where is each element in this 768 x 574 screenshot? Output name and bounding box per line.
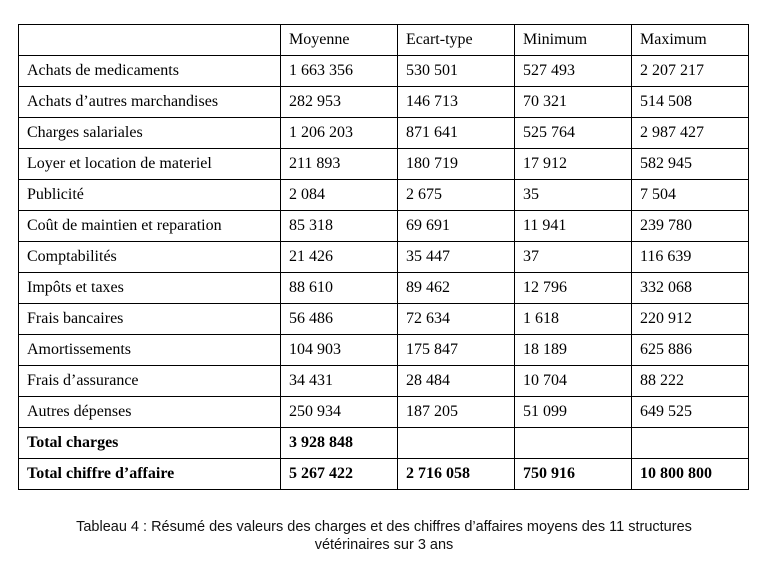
- header-cell-minimum: Minimum: [515, 25, 632, 56]
- value-cell: 750 916: [515, 459, 632, 490]
- table-row: [19, 428, 749, 459]
- header-cell-empty: [19, 25, 281, 56]
- value-cell: 514 508: [632, 87, 749, 118]
- value-cell: 28 484: [398, 366, 515, 397]
- value-cell: 649 525: [632, 397, 749, 428]
- value-cell: 7 504: [632, 180, 749, 211]
- caption-line-2: vétérinaires sur 3 ans: [314, 537, 454, 553]
- table-row: [19, 87, 749, 118]
- value-cell: 525 764: [515, 118, 632, 149]
- value-cell: 2 675: [398, 180, 515, 211]
- value-cell: 239 780: [632, 211, 749, 242]
- value-cell: 85 318: [281, 211, 398, 242]
- value-cell: 17 912: [515, 149, 632, 180]
- row-label-cell: Publicité: [19, 180, 281, 211]
- value-cell: 3 928 848: [281, 428, 398, 459]
- value-cell: 5 267 422: [281, 459, 398, 490]
- table-row: [19, 118, 749, 149]
- value-cell: 625 886: [632, 335, 749, 366]
- value-cell: [515, 428, 632, 459]
- value-cell: 37: [515, 242, 632, 273]
- table-row: [19, 180, 749, 211]
- row-label-cell: Impôts et taxes: [19, 273, 281, 304]
- value-cell: 10 704: [515, 366, 632, 397]
- value-cell: 146 713: [398, 87, 515, 118]
- value-cell: 582 945: [632, 149, 749, 180]
- value-cell: 530 501: [398, 56, 515, 87]
- table-row: [19, 459, 749, 490]
- row-label-cell: Total charges: [19, 428, 281, 459]
- value-cell: 11 941: [515, 211, 632, 242]
- value-cell: 89 462: [398, 273, 515, 304]
- value-cell: 2 207 217: [632, 56, 749, 87]
- value-cell: 88 610: [281, 273, 398, 304]
- value-cell: 527 493: [515, 56, 632, 87]
- table-row: [19, 56, 749, 87]
- table-row: [19, 335, 749, 366]
- value-cell: 2 716 058: [398, 459, 515, 490]
- value-cell: 56 486: [281, 304, 398, 335]
- value-cell: 18 189: [515, 335, 632, 366]
- row-label-cell: Comptabilités: [19, 242, 281, 273]
- row-label-cell: Frais bancaires: [19, 304, 281, 335]
- value-cell: 282 953: [281, 87, 398, 118]
- value-cell: 332 068: [632, 273, 749, 304]
- value-cell: 51 099: [515, 397, 632, 428]
- value-cell: 2 084: [281, 180, 398, 211]
- header-cell-moyenne: Moyenne: [281, 25, 398, 56]
- table-row: [19, 211, 749, 242]
- row-label-cell: Achats de medicaments: [19, 56, 281, 87]
- row-label-cell: Coût de maintien et reparation: [19, 211, 281, 242]
- value-cell: 21 426: [281, 242, 398, 273]
- table-header-row: [19, 25, 749, 56]
- row-label-cell: Charges salariales: [19, 118, 281, 149]
- value-cell: 104 903: [281, 335, 398, 366]
- header-cell-ecart-type: Ecart-type: [398, 25, 515, 56]
- value-cell: [398, 428, 515, 459]
- value-cell: 35: [515, 180, 632, 211]
- value-cell: 871 641: [398, 118, 515, 149]
- row-label-cell: Frais d’assurance: [19, 366, 281, 397]
- value-cell: [632, 428, 749, 459]
- value-cell: 187 205: [398, 397, 515, 428]
- table-row: [19, 304, 749, 335]
- table-row: [19, 273, 749, 304]
- value-cell: 12 796: [515, 273, 632, 304]
- caption-line-1: Tableau 4 : Résumé des valeurs des charges et des chiffres d’affaires moyens des 11 structures: [76, 519, 692, 535]
- value-cell: 10 800 800: [632, 459, 749, 490]
- value-cell: 34 431: [281, 366, 398, 397]
- table-caption: [0, 518, 768, 554]
- value-cell: 1 206 203: [281, 118, 398, 149]
- value-cell: 70 321: [515, 87, 632, 118]
- value-cell: 1 663 356: [281, 56, 398, 87]
- value-cell: 116 639: [632, 242, 749, 273]
- row-label-cell: Loyer et location de materiel: [19, 149, 281, 180]
- table-row: [19, 242, 749, 273]
- table-body: [19, 56, 749, 490]
- table-row: [19, 149, 749, 180]
- summary-table: [18, 24, 749, 490]
- value-cell: 88 222: [632, 366, 749, 397]
- value-cell: 211 893: [281, 149, 398, 180]
- table-row: [19, 397, 749, 428]
- row-label-cell: Amortissements: [19, 335, 281, 366]
- value-cell: 2 987 427: [632, 118, 749, 149]
- row-label-cell: Achats d’autres marchandises: [19, 87, 281, 118]
- header-cell-maximum: Maximum: [632, 25, 749, 56]
- value-cell: 69 691: [398, 211, 515, 242]
- value-cell: 72 634: [398, 304, 515, 335]
- row-label-cell: Total chiffre d’affaire: [19, 459, 281, 490]
- value-cell: 180 719: [398, 149, 515, 180]
- row-label-cell: Autres dépenses: [19, 397, 281, 428]
- table-row: [19, 366, 749, 397]
- value-cell: 250 934: [281, 397, 398, 428]
- value-cell: 1 618: [515, 304, 632, 335]
- value-cell: 220 912: [632, 304, 749, 335]
- value-cell: 35 447: [398, 242, 515, 273]
- value-cell: 175 847: [398, 335, 515, 366]
